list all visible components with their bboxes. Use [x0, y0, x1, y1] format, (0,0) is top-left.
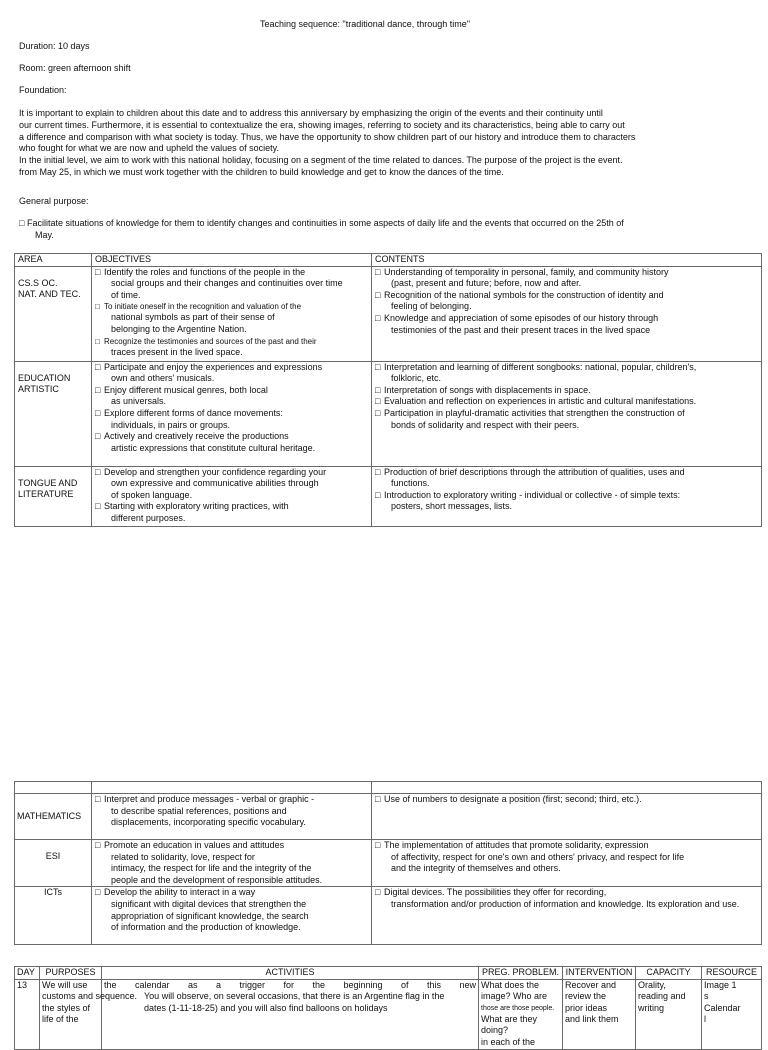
objectives-cell — [92, 887, 372, 945]
checkbox-bullet-icon: □ — [95, 361, 101, 372]
resource-text: Image 1 — [704, 979, 737, 990]
general-purpose-item — [19, 218, 709, 241]
objectives-cell — [92, 794, 372, 840]
content-text: Interpretation of songs with displacements in space. — [384, 384, 591, 395]
header-activities: ACTIVITIES — [102, 967, 479, 980]
objective-text: intimacy, the respect for life and the integrity of the — [111, 863, 312, 874]
content-text: posters, short messages, lists. — [391, 501, 513, 512]
foundation-paragraph — [19, 108, 709, 179]
area-name: EDUCATION — [18, 372, 71, 383]
objectives-cell — [92, 840, 372, 887]
objective-text: significant with digital devices that strengthen the — [111, 898, 307, 909]
checkbox-bullet-icon: □ — [375, 466, 381, 477]
table-row — [15, 266, 762, 361]
question-text: What are they doing? — [481, 1013, 538, 1036]
objective-text: Explore different forms of dance movements: — [104, 407, 283, 418]
objectives-cell — [92, 466, 372, 526]
general-purpose-text: Facilitate situations of knowledge for them to identify changes and continuities in some aspects of daily life and the events that occurred on the 25th of — [26, 218, 624, 228]
objective-text: social groups and their changes and continuities over time — [111, 278, 343, 289]
checkbox-bullet-icon: □ — [95, 384, 101, 395]
header-capacity: CAPACITY — [636, 967, 702, 980]
foundation-label: Foundation: — [19, 85, 67, 95]
checkbox-bullet-icon: □ — [95, 466, 101, 477]
header-contents: CONTENTS — [372, 254, 762, 267]
capacity-text: writing — [638, 1002, 665, 1013]
objective-text: of information and the production of knowledge. — [111, 922, 301, 933]
objective-text: different purposes. — [111, 512, 186, 523]
objective-text: belonging to the Argentine Nation. — [111, 323, 247, 334]
intervention-text: review the — [565, 991, 607, 1002]
document-title: Teaching sequence: "traditional dance, through time" — [259, 19, 471, 29]
preg-problem-cell — [479, 979, 563, 1049]
checkbox-bullet-icon: □ — [95, 501, 101, 512]
general-purpose-text: May. — [35, 229, 54, 240]
objective-text: Recognize the testimonies and sources of the past and their — [104, 336, 317, 346]
table-row — [15, 794, 762, 840]
question-text: those are those people. — [481, 1004, 555, 1012]
contents-cell — [372, 266, 762, 361]
objective-text: Promote an education in values and attitudes — [104, 840, 285, 850]
foundation-line: from May 25, in which we must work together with the children to build knowledge and get to know the dances of the time. — [19, 166, 504, 177]
area-name: CS.S OC. — [18, 277, 58, 288]
table-row — [15, 466, 762, 526]
purpose-text: We will use — [42, 979, 88, 990]
intervention-cell — [563, 979, 636, 1049]
capacity-cell — [636, 979, 702, 1049]
content-text: Participation in playful-dramatic activities that strengthen the construction of — [384, 407, 685, 418]
checkbox-bullet-icon: □ — [95, 302, 100, 312]
content-text: folkloric, etc. — [391, 373, 442, 384]
header-preg-problem: PREG. PROBLEM. — [479, 967, 563, 980]
header-purposes: PURPOSES — [40, 967, 102, 980]
area-cell — [15, 361, 92, 466]
objective-text: Actively and creatively receive the productions — [104, 431, 289, 442]
objective-text: of time. — [111, 289, 141, 300]
intervention-text: prior ideas — [565, 1002, 608, 1013]
area-cell — [15, 794, 92, 840]
areas-table — [14, 253, 762, 527]
checkbox-bullet-icon: □ — [95, 887, 101, 898]
schedule-table — [14, 966, 762, 1050]
contents-cell — [372, 794, 762, 840]
table-row — [15, 887, 762, 945]
checkbox-bullet-icon: □ — [95, 266, 101, 277]
area-name: LITERATURE — [18, 489, 74, 500]
area-name: ESI — [45, 851, 61, 861]
objective-text: as universals. — [111, 396, 167, 407]
activities-cell — [102, 979, 479, 1049]
content-text: Understanding of temporality in personal, family, and community history — [384, 266, 669, 277]
objective-text: Develop the ability to interact in a way — [104, 887, 256, 898]
content-text: feeling of belonging. — [391, 301, 472, 312]
foundation-line: a difference and comparison with what society is today. Thus, we have the opportunity to show children part of our history and introduce them to characters — [19, 131, 636, 142]
resource-text: Calendar — [704, 1002, 741, 1013]
objective-text: related to solidarity, love, respect for — [111, 851, 255, 862]
area-name: ICTs — [44, 887, 62, 898]
purposes-cell — [40, 979, 138, 1049]
activity-text: dates (1-11-18-25) and you will also find balloons on holidays — [144, 1002, 388, 1013]
checkbox-bullet-icon: □ — [95, 407, 101, 418]
checkbox-bullet-icon: □ — [375, 361, 381, 372]
objective-text: people and the development of responsible attitudes. — [111, 874, 323, 885]
content-text: bonds of solidarity and respect with their peers. — [391, 419, 580, 430]
area-cell — [15, 840, 92, 887]
checkbox-bullet-icon: □ — [375, 289, 381, 300]
header-objectives: OBJECTIVES — [92, 254, 372, 267]
area-name: ARTISTIC — [18, 384, 59, 395]
header-day: DAY — [15, 967, 40, 980]
table-header-row — [15, 254, 762, 267]
checkbox-bullet-icon: □ — [375, 794, 381, 804]
checkbox-bullet-icon: □ — [375, 266, 381, 277]
checkbox-bullet-icon: □ — [375, 887, 381, 898]
foundation-line: our current times. Furthermore, it is essential to contextualize the era, showing images, referring to society and its characteristics, being able to carry out — [19, 119, 625, 130]
header-area: AREA — [15, 254, 92, 267]
activity-text: the calendar as a trigger for the beginning of this new — [104, 979, 476, 990]
header-intervention: INTERVENTION — [563, 967, 636, 980]
room-text: Room: green afternoon shift — [19, 63, 131, 73]
resource-text: s — [704, 991, 709, 1002]
checkbox-bullet-icon: □ — [375, 396, 381, 407]
content-text: Interpretation and learning of different songbooks: national, popular, children's, — [384, 361, 697, 372]
intervention-text: Recover and — [565, 979, 617, 990]
checkbox-bullet-icon: □ — [95, 336, 100, 346]
foundation-line: In the initial level, we aim to work with this national holiday, focusing on a segment of the time related to dances. The purpose of the project is the event. — [19, 155, 623, 166]
objective-text: individuals, in pairs or groups. — [111, 419, 231, 430]
objective-text: artistic expressions that constitute cultural heritage. — [111, 442, 316, 453]
objective-text: own expressive and communicative abilities through — [111, 478, 319, 489]
duration-text: Duration: 10 days — [19, 41, 90, 51]
content-text: testimonies of the past and their present traces in the lived space — [391, 324, 651, 335]
checkbox-bullet-icon: □ — [19, 218, 25, 228]
objective-text: own and others' musicals. — [111, 373, 215, 384]
day-cell: 13 — [15, 979, 40, 1049]
checkbox-bullet-icon: □ — [95, 431, 101, 442]
area-name: TONGUE AND — [18, 477, 78, 488]
capacity-text: Orality, — [638, 979, 666, 990]
objective-text: traces present in the lived space. — [111, 346, 243, 357]
checkbox-bullet-icon: □ — [375, 384, 381, 395]
resource-cell — [702, 979, 762, 1049]
contents-cell — [372, 466, 762, 526]
area-name: MATHEMATICS — [17, 810, 82, 821]
activity-text: You will observe, on several occasions, that there is an Argentine flag in the — [144, 991, 445, 1002]
content-text: Evaluation and reflection on experiences in artistic and cultural manifestations. — [384, 396, 697, 407]
resource-text: l — [704, 1014, 706, 1025]
checkbox-bullet-icon: □ — [375, 312, 381, 323]
contents-cell — [372, 361, 762, 466]
checkbox-bullet-icon: □ — [375, 489, 381, 500]
objective-text: To initiate oneself in the recognition and valuation of the — [104, 302, 302, 312]
content-text: Recognition of the national symbols for the construction of identity and — [384, 289, 664, 300]
area-cell — [15, 466, 92, 526]
checkbox-bullet-icon: □ — [375, 407, 381, 418]
objective-text: displacements, incorporating specific vocabulary. — [111, 817, 306, 828]
content-text: functions. — [391, 478, 430, 489]
objective-text: national symbols as part of their sense of — [111, 312, 275, 323]
content-text: transformation and/or production of information and knowledge. Its exploration and use. — [391, 898, 740, 909]
question-text: in each of the — [481, 1036, 536, 1047]
capacity-text: reading and — [638, 991, 686, 1002]
contents-cell — [372, 840, 762, 887]
objective-text: appropriation of significant knowledge, the search — [111, 910, 309, 921]
table-header-row — [15, 782, 762, 794]
objective-text: Interpret and produce messages - verbal or graphic - — [104, 794, 315, 804]
objective-text: Participate and enjoy the experiences and expressions — [104, 361, 323, 372]
area-cell — [15, 887, 92, 945]
checkbox-bullet-icon: □ — [95, 794, 101, 804]
purpose-text: the styles of — [42, 1002, 91, 1013]
content-text: Introduction to exploratory writing - individual or collective - of simple texts: — [384, 489, 681, 500]
foundation-line: who fought for what we are now and upheld the values of society. — [19, 143, 279, 154]
content-text: (past, present and future; before, now and after. — [391, 278, 582, 289]
foundation-line: It is important to explain to children about this date and to address this anniversary by emphasizing the origin of the events and their continuity until — [19, 108, 603, 118]
content-text: Digital devices. The possibilities they offer for recording, — [384, 887, 607, 898]
general-purpose-label: General purpose: — [19, 196, 89, 206]
table-row — [15, 979, 762, 1049]
purpose-text: life of the — [42, 1014, 79, 1025]
content-text: Knowledge and appreciation of some episodes of our history through — [384, 312, 659, 323]
objective-text: Develop and strengthen your confidence regarding your — [104, 466, 327, 477]
contents-cell — [372, 887, 762, 945]
checkbox-bullet-icon: □ — [95, 840, 101, 850]
objective-text: Enjoy different musical genres, both local — [104, 384, 268, 395]
table-row — [15, 361, 762, 466]
area-name: NAT. AND TEC. — [18, 289, 81, 300]
question-text: What does the — [481, 979, 540, 990]
table-row — [15, 840, 762, 887]
purpose-text: customs and sequence. — [42, 991, 138, 1002]
table-header-row — [15, 967, 762, 980]
objective-text: Identify the roles and functions of the people in the — [104, 266, 306, 277]
objective-text: of spoken language. — [111, 489, 193, 500]
areas-table-continued — [14, 781, 762, 945]
objective-text: Starting with exploratory writing practices, with — [104, 501, 289, 512]
objective-text: to describe spatial references, positions and — [111, 805, 287, 816]
objectives-cell — [92, 266, 372, 361]
question-text: image? Who are — [481, 991, 548, 1002]
checkbox-bullet-icon: □ — [375, 840, 381, 850]
content-text: and the integrity of themselves and others. — [391, 863, 561, 874]
intervention-text: and link them — [565, 1014, 619, 1025]
content-text: of affectivity, respect for one's own and others' privacy, and respect for life — [391, 851, 685, 862]
area-cell — [15, 266, 92, 361]
objectives-cell — [92, 361, 372, 466]
header-resource: RESOURCE — [702, 967, 762, 980]
content-text: Production of brief descriptions through the attribution of qualities, uses and — [384, 466, 685, 477]
content-text: The implementation of attitudes that promote solidarity, expression — [384, 840, 649, 850]
content-text: Use of numbers to designate a position (first; second; third, etc.). — [384, 794, 642, 804]
